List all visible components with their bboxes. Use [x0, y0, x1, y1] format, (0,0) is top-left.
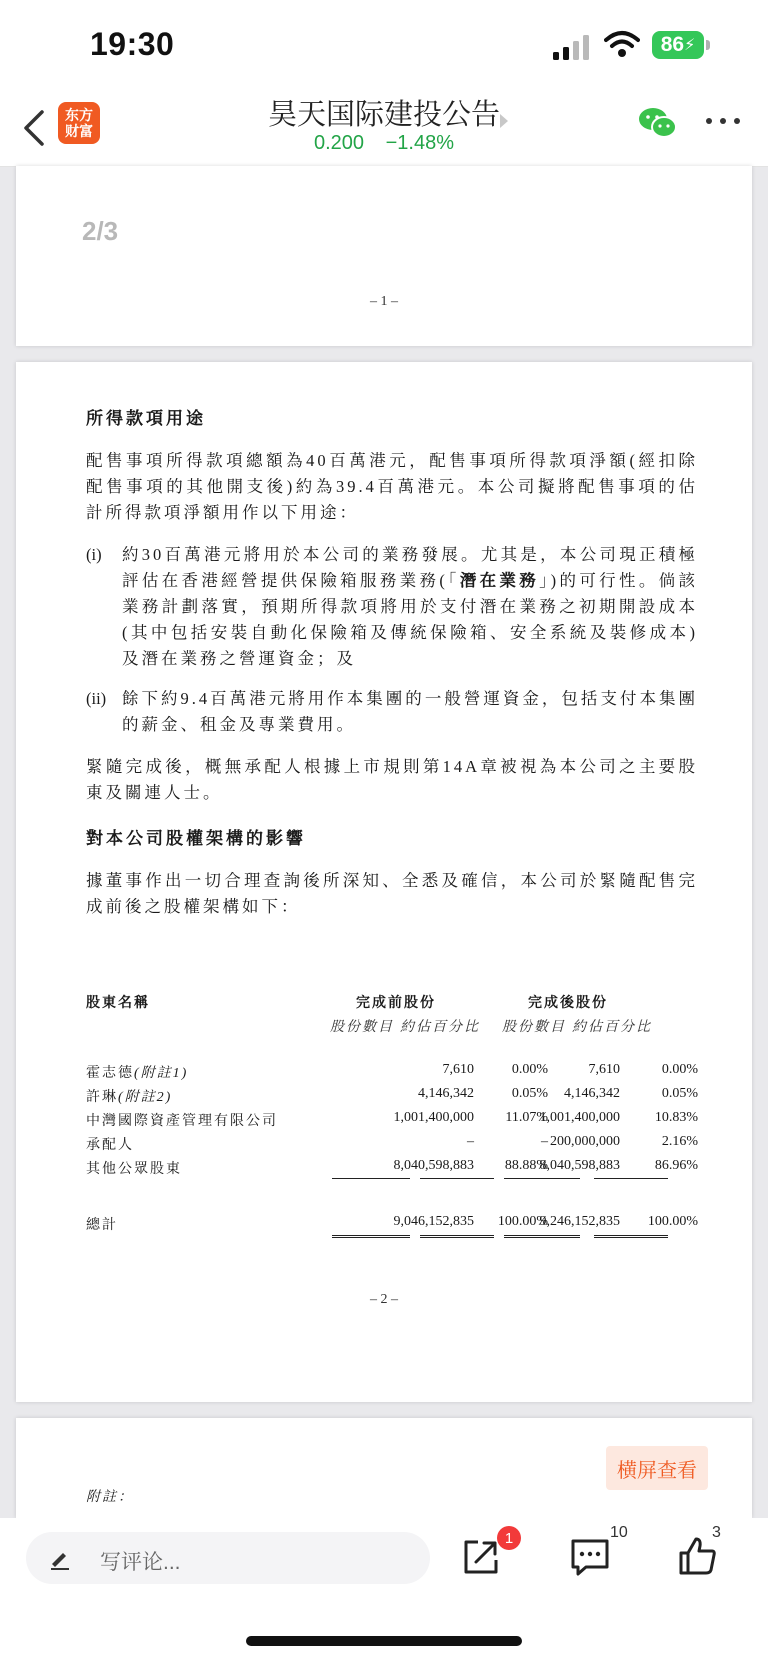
shareholding-paragraph: 據董事作出一切合理查詢後所深知、全悉及確信，本公司於緊隨配售完成前後之股權架構如下： — [86, 871, 698, 916]
like-count: 3 — [712, 1524, 721, 1541]
col-before-completion: 完成前股份 — [356, 996, 436, 1011]
table-row: 其他公眾股東 8,040,598,883 88.88% 8,040,598,883 86.96% — [86, 1158, 698, 1177]
stock-price: 0.200 — [313, 132, 365, 154]
page-number: – 2 – — [370, 1292, 398, 1307]
status-bar — [0, 0, 768, 92]
double-underline — [420, 1232, 494, 1238]
thumbs-up-icon[interactable] — [678, 1536, 718, 1576]
underline — [504, 1178, 580, 1179]
underline — [420, 1178, 494, 1179]
section-heading-proceeds: 所得款項用途 — [86, 409, 206, 428]
sub-pct-after: 約佔百分比 — [572, 1020, 652, 1035]
section-heading-shareholding: 對本公司股權架構的影響 — [86, 829, 306, 848]
home-indicator — [246, 1636, 522, 1646]
eastmoney-logo[interactable]: 东方 财富 — [58, 102, 100, 144]
cellular-signal-icon — [553, 34, 593, 62]
pen-icon — [48, 1546, 72, 1570]
use-item-2: (ii) 餘下約9.4百萬港元將用作本集團的一般營運資金，包括支付本集團的薪金、租金及專業費用。 — [86, 689, 698, 734]
battery-indicator: 86 ⚡ — [652, 31, 704, 59]
table-row: 霍志德(附註1) 7,610 0.00% 7,610 0.00% — [86, 1062, 698, 1081]
comment-placeholder: 写评论... — [100, 1551, 181, 1574]
double-underline — [594, 1232, 668, 1238]
use-item-1: (i) 約30百萬港元將用於本公司的業務發展。尤其是，本公司現正積極評估在香港經營提供保險箱服務業務(「潛在業務」)的可行性。倘該業務計劃落實，預期所得款項將用於支付潛在業務之初期開設成本(其中包括安裝自動化保險箱及傳統保險箱、安全系統及裝修成本)及潛在業務之營運資金；及 — [86, 545, 699, 668]
stock-change: −1.48% — [385, 132, 454, 154]
double-underline — [504, 1232, 580, 1238]
bottom-action-bar — [0, 1518, 768, 1662]
page-indicator: 2/3 — [82, 216, 119, 246]
landscape-view-button[interactable]: 横屏查看 — [606, 1446, 708, 1490]
battery-nub — [706, 40, 710, 50]
table-row: 中灣國際資產管理有限公司 1,001,400,000 11.07% 1,001,400,000 10.83% — [86, 1110, 698, 1129]
table-row: 許琳(附註2) 4,146,342 0.05% 4,146,342 0.05% — [86, 1086, 698, 1105]
col-shareholder-name: 股東名稱 — [86, 996, 150, 1011]
share-badge: 1 — [497, 1526, 521, 1550]
document-page-2 — [16, 362, 752, 1402]
sub-shares-before: 股份數目 — [330, 1020, 394, 1035]
underline — [594, 1178, 668, 1179]
wechat-share-icon[interactable] — [638, 106, 678, 140]
comment-count: 10 — [610, 1524, 628, 1541]
document-page-1 — [16, 166, 752, 346]
col-after-completion: 完成後股份 — [528, 996, 608, 1011]
sub-pct-before: 約佔百分比 — [400, 1020, 480, 1035]
app-header — [0, 92, 768, 167]
connected-persons-paragraph: 緊隨完成後，概無承配人根據上市規則第14A章被視為本公司之主要股東及關連人士。 — [86, 757, 698, 802]
underline — [332, 1178, 410, 1179]
proceeds-paragraph: 配售事項所得款項總額為40百萬港元，配售事項所得款項淨額(經扣除配售事項的其他開支後)約為39.4百萬港元。本公司擬將配售事項的估計所得款項淨額用作以下用途： — [86, 451, 698, 522]
comments-icon[interactable] — [570, 1538, 610, 1576]
more-menu-icon[interactable] — [706, 116, 740, 126]
comment-input[interactable] — [26, 1532, 430, 1584]
sub-shares-after: 股份數目 — [502, 1020, 566, 1035]
title-arrow-icon[interactable] — [500, 114, 508, 128]
page-number: – 1 – — [370, 294, 398, 309]
share-icon[interactable] — [462, 1538, 500, 1576]
status-time: 19:30 — [90, 26, 175, 62]
stock-title[interactable]: 昊天国际建投公告 — [267, 99, 500, 131]
double-underline — [332, 1232, 410, 1238]
table-row: 承配人 – – 200,000,000 2.16% — [86, 1134, 698, 1153]
notes-label: 附註： — [86, 1490, 134, 1505]
table-row-total: 總計 9,046,152,835 100.00% 9,246,152,835 100.00% — [86, 1214, 698, 1233]
wifi-icon — [604, 30, 640, 60]
